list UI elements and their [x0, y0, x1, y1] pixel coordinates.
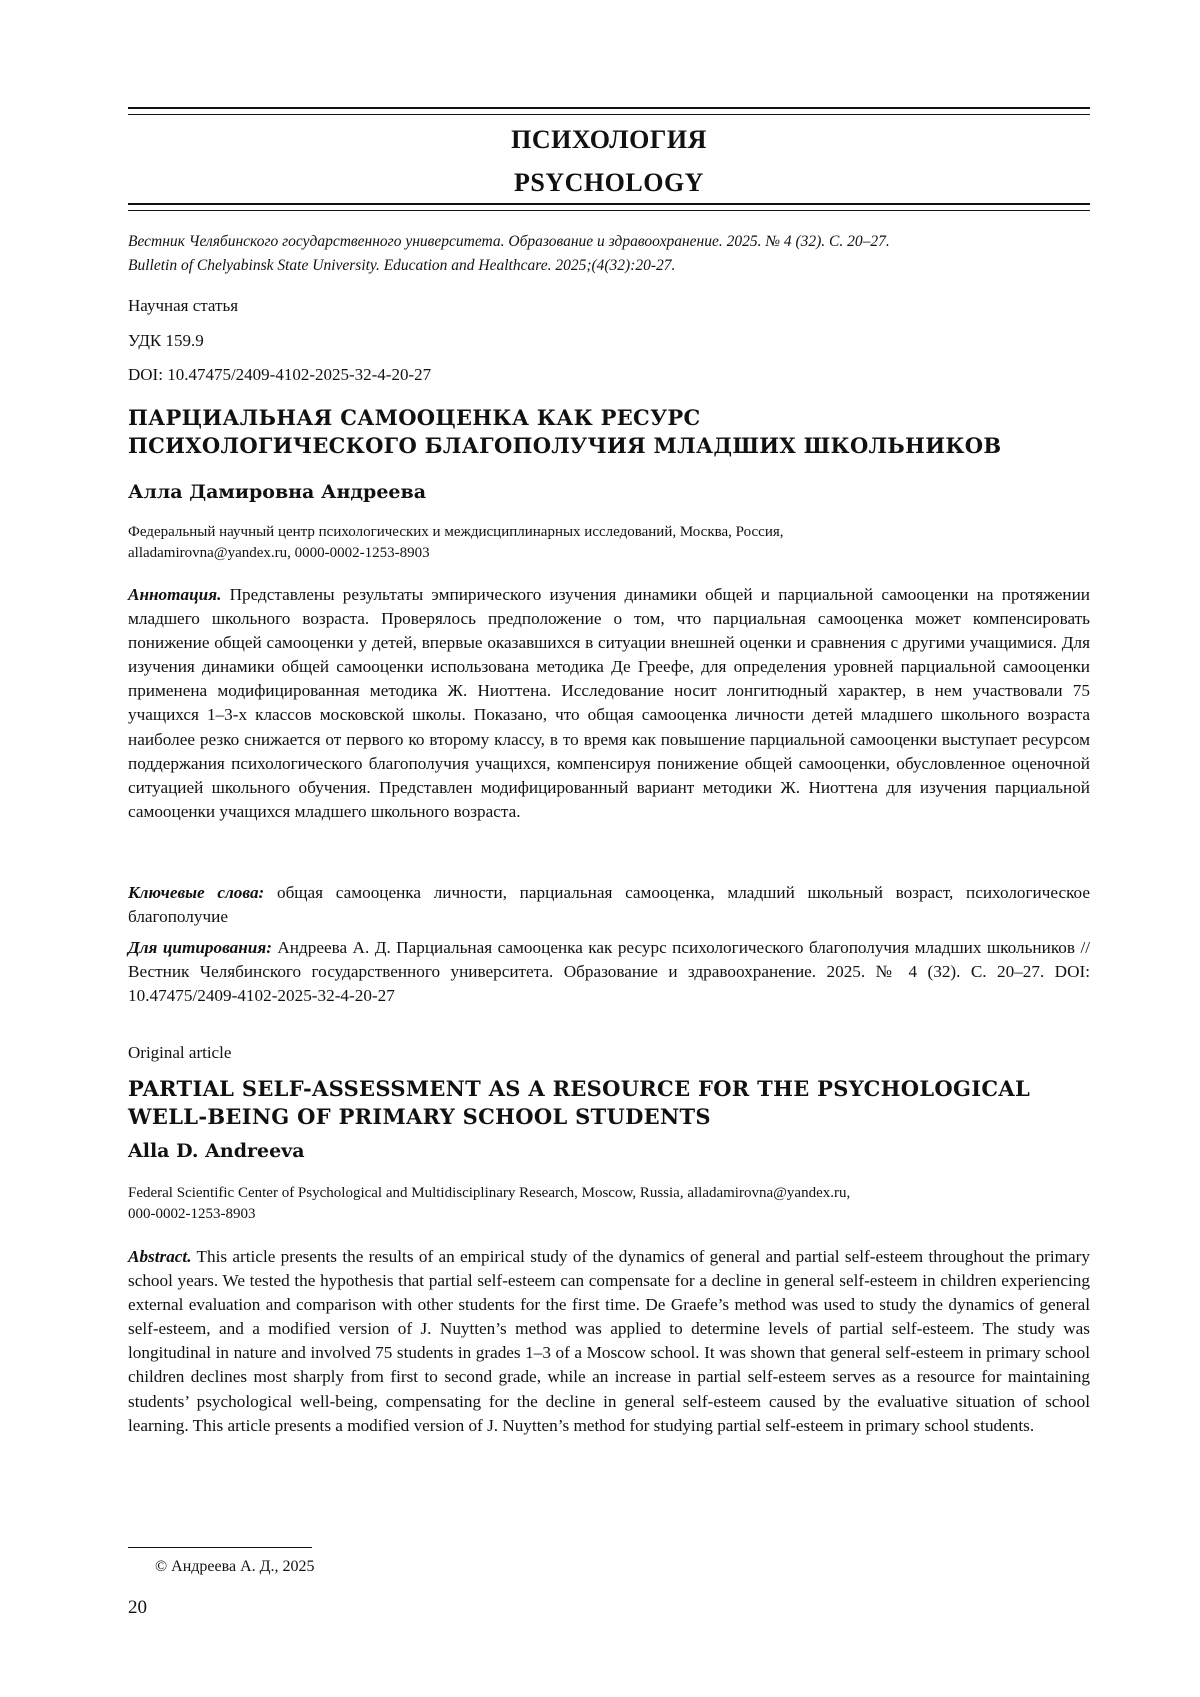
- affiliation-ru-line1: Федеральный научный центр психологических и междисциплинарных исследований, Москва, Россия,: [128, 524, 784, 540]
- keywords-ru-text: общая самооценка личности, парциальная самооценка, младший школьный возраст, психологическое благополучие: [128, 883, 1090, 927]
- article-title-ru-line1: ПАРЦИАЛЬНАЯ САМООЦЕНКА КАК РЕСУРС: [128, 405, 701, 430]
- abstract-en: [128, 1245, 1090, 1438]
- footnote-rule: [128, 1547, 312, 1548]
- section-title-en: PSYCHOLOGY: [514, 168, 704, 197]
- journal-reference-ru: Вестник Челябинского государственного университета. Образование и здравоохранение. 2025. № 4 (32). С. 20–27.: [128, 233, 890, 250]
- udc-code: УДК 159.9: [128, 331, 204, 350]
- affiliation-ru-line2: alladamirovna@yandex.ru, 0000-0002-1253-8903: [128, 545, 430, 561]
- article-type-en: Original article: [128, 1043, 232, 1062]
- article-title-ru: [128, 404, 1090, 460]
- abstract-en-text: This article presents the results of an empirical study of the dynamics of general and partial self-esteem throughout the primary school years. We tested the hypothesis that partial self-esteem can compensate for a decline in general self-esteem in children experiencing external evaluation and comparison with other students for the first time. De Graefe’s method was used to study the dynamics of general self-esteem, and a modified version of J. Nuytten’s method was applied to determine levels of partial self-esteem. The study was longitudinal in nature and involved 75 students in grades 1–3 of a Moscow school. It was shown that general self-esteem in primary school children declines most sharply from first to second grade, while an increase in partial self-esteem serves as a resource for maintaining students’ psychological well-being, compensating for the decline in general self-esteem caused by the evaluative situation of school learning. This article presents a modified version of J. Nuytten’s method for studying partial self-esteem in primary school students.: [128, 1247, 1090, 1435]
- abstract-en-label: Abstract.: [128, 1247, 192, 1266]
- section-title-ru: ПСИХОЛОГИЯ: [511, 125, 707, 154]
- citation-ru-label: Для цитирования:: [128, 938, 272, 957]
- article-title-en-line2: WELL-BEING OF PRIMARY SCHOOL STUDENTS: [128, 1104, 711, 1129]
- copyright: © Андреева А. Д., 2025: [155, 1558, 315, 1575]
- affiliation-en-line2: 000-0002-1253-8903: [128, 1206, 256, 1222]
- article-title-en-line1: PARTIAL SELF-ASSESSMENT AS A RESOURCE FOR THE PSYCHOLOGICAL: [128, 1076, 1031, 1101]
- page-number: 20: [128, 1597, 147, 1618]
- article-title-ru-line2: ПСИХОЛОГИЧЕСКОГО БЛАГОПОЛУЧИЯ МЛАДШИХ ШКОЛЬНИКОВ: [128, 433, 1002, 458]
- header-rule-bottom: [128, 203, 1090, 211]
- article-type-ru: Научная статья: [128, 296, 239, 315]
- article-title-en: [128, 1075, 1090, 1131]
- journal-reference-en: Bulletin of Chelyabinsk State University. Education and Healthcare. 2025;(4(32):20-27.: [128, 257, 676, 274]
- abstract-ru-text: Представлены результаты эмпирического изучения динамики общей и парциальной самооценки на протяжении младшего школьного возраста. Проверялось предположение о том, что парциальная самооценка может компенсировать понижение общей самооценки у детей, впервые оказавшихся в ситуации внешней оценки и сравнения с другими учащимися. Для изучения динамики общей самооценки использована методика Де Греефе, для определения уровней парциальной самооценки применена модифицированная методика Ж. Ниоттена. Исследование носит лонгитюдный характер, в нем участвовали 75 учащихся 1–3-х классов московской школы. Показано, что общая самооценка личности детей младшего школьного возраста наиболее резко снижается от первого ко второму классу, в то время как повышение парциальной самооценки выступает ресурсом поддержания психологического благополучия учащихся, компенсируя понижение общей самооценки, обусловленное оценочной ситуацией школьного обучения. Представлен модифицированный вариант методики Ж. Ниоттена для изучения парциальной самооценки учащихся младшего школьного возраста.: [128, 585, 1090, 821]
- citation-ru-text: Андреева А. Д. Парциальная самооценка как ресурс психологического благополучия младших школьников // Вестник Челябинского государственного университета. Образование и здравоохранение. 2025. № 4 (32). С. 20–27. DOI: 10.47475/2409-4102-2025-32-4-20-27: [128, 938, 1090, 1006]
- affiliation-en: [128, 1183, 1090, 1225]
- journal-reference: [128, 230, 890, 278]
- abstract-ru: [128, 583, 1090, 824]
- abstract-ru-label: Аннотация.: [128, 585, 222, 604]
- affiliation-en-line1: Federal Scientific Center of Psychological and Multidisciplinary Research, Moscow, Russia, alladamirovna@yandex.ru,: [128, 1185, 851, 1201]
- author-en: Alla D. Andreeva: [128, 1140, 305, 1162]
- doi: DOI: 10.47475/2409-4102-2025-32-4-20-27: [128, 365, 432, 384]
- affiliation-ru: [128, 522, 1090, 564]
- keywords-ru: [128, 881, 1090, 929]
- author-ru: Алла Дамировна Андреева: [128, 481, 427, 503]
- citation-ru: [128, 936, 1090, 1008]
- header-rule-top: [128, 107, 1090, 115]
- keywords-ru-label: Ключевые слова:: [128, 883, 265, 902]
